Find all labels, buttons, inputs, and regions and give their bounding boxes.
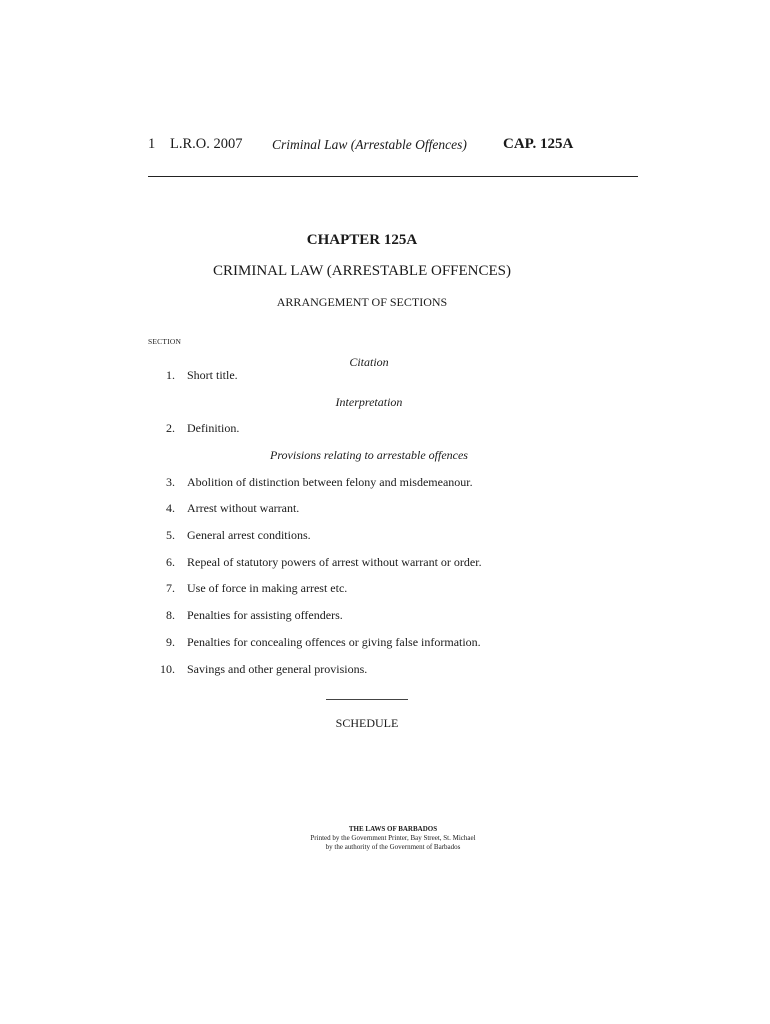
running-title: Criminal Law (Arrestable Offences) bbox=[272, 137, 467, 152]
arrangement-heading: ARRANGEMENT OF SECTIONS bbox=[276, 295, 448, 309]
section-title: Abolition of distinction between felony and misdemeanour. bbox=[187, 475, 473, 489]
section-number: 4. bbox=[166, 501, 175, 515]
section-title: Definition. bbox=[187, 421, 240, 435]
section-title: Short title. bbox=[187, 368, 238, 382]
schedule-heading: SCHEDULE bbox=[335, 716, 399, 730]
section-title: Repeal of statutory powers of arrest without warrant or order. bbox=[187, 555, 482, 569]
group-heading-citation: Citation bbox=[349, 355, 389, 369]
footer-printer: Printed by the Government Printer, Bay Street, St. Michael bbox=[310, 834, 476, 842]
section-title: Use of force in making arrest etc. bbox=[187, 581, 348, 595]
schedule-divider bbox=[326, 699, 408, 700]
act-title: CRIMINAL LAW (ARRESTABLE OFFENCES) bbox=[212, 263, 512, 279]
section-number: 6. bbox=[166, 555, 175, 569]
section-number: 3. bbox=[166, 475, 175, 489]
lro-label: L.R.O. 2007 bbox=[170, 136, 243, 152]
section-number: 9. bbox=[166, 635, 175, 649]
footer-authority: by the authority of the Government of Barbados bbox=[325, 843, 461, 851]
section-title: General arrest conditions. bbox=[187, 528, 311, 542]
section-number: 7. bbox=[166, 581, 175, 595]
chapter-heading: CHAPTER 125A bbox=[306, 232, 418, 248]
group-heading-provisions: Provisions relating to arrestable offences bbox=[270, 448, 468, 462]
section-number: 8. bbox=[166, 608, 175, 622]
section-number: 2. bbox=[166, 421, 175, 435]
section-number: 5. bbox=[166, 528, 175, 542]
section-number: 10. bbox=[160, 662, 175, 676]
section-title: Penalties for assisting offenders. bbox=[187, 608, 343, 622]
group-heading-interpretation: Interpretation bbox=[335, 395, 403, 409]
page-number: 1 bbox=[148, 136, 156, 152]
cap-number: CAP. 125A bbox=[503, 136, 574, 152]
section-number: 1. bbox=[166, 368, 175, 382]
header-rule bbox=[148, 176, 638, 177]
section-title: Arrest without warrant. bbox=[187, 501, 300, 515]
section-column-label: SECTION bbox=[148, 337, 182, 346]
section-title: Savings and other general provisions. bbox=[187, 662, 368, 676]
footer-title: THE LAWS OF BARBADOS bbox=[348, 825, 438, 833]
section-title: Penalties for concealing offences or giving false information. bbox=[187, 635, 481, 649]
